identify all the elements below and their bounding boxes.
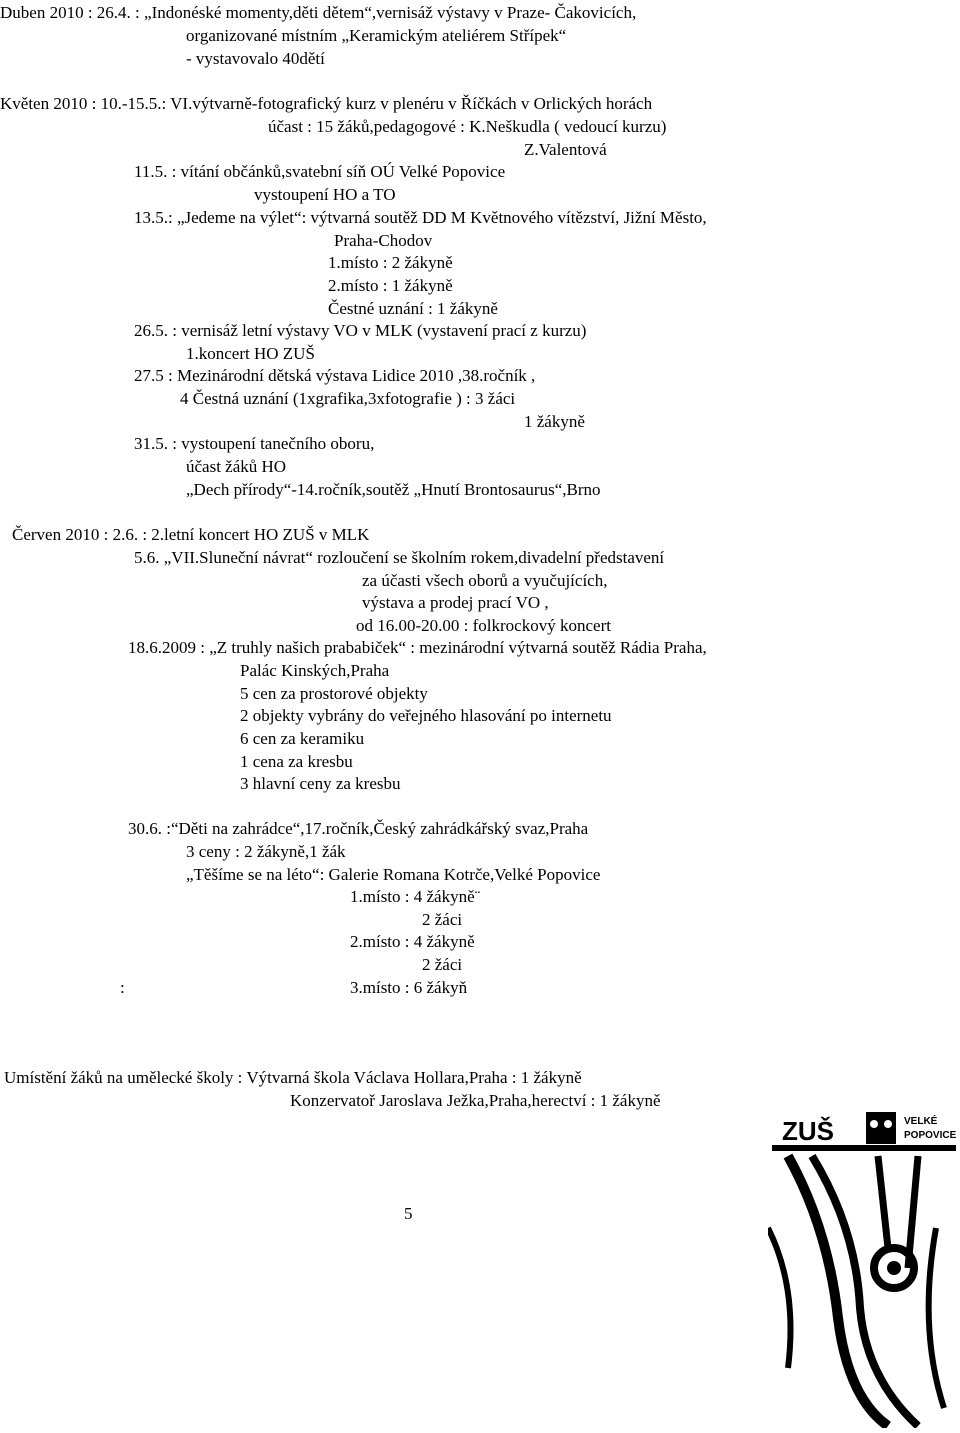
- text-line: 3 ceny : 2 žákyně,1 žák: [186, 842, 346, 861]
- text-line: organizované místním „Keramickým ateliérem Střípek“: [186, 26, 567, 45]
- zus-logo: [768, 1108, 960, 1428]
- text-line: Červen 2010 : 2.6. : 2.letní koncert HO ZUŠ v MLK: [12, 525, 370, 544]
- text-line: 30.6. :“Děti na zahrádce“,17.ročník,Český zahrádkářský svaz,Praha: [128, 819, 589, 838]
- text-line: výstava a prodej prací VO ,: [362, 593, 549, 612]
- text-line: 1 žákyně: [524, 412, 585, 431]
- text-line: - vystavovalo 40dětí: [186, 49, 325, 68]
- text-line: 2 žáci: [422, 955, 463, 974]
- text-line: 18.6.2009 : „Z truhly našich prababiček“ : mezinárodní výtvarná soutěž Rádia Praha,: [128, 638, 707, 657]
- text-line: 3.místo : 6 žákyň: [350, 978, 468, 997]
- text-line: účast : 15 žáků,pedagogové : K.Neškudla ( vedoucí kurzu): [268, 117, 667, 136]
- text-line: 26.5. : vernisáž letní výstavy VO v MLK (vystavení prací z kurzu): [134, 321, 587, 340]
- text-line: 5: [404, 1204, 413, 1223]
- text-line: 5 cen za prostorové objekty: [240, 684, 428, 703]
- text-line: Duben 2010 : 26.4. : „Indonéské momenty,děti dětem“,vernisáž výstavy v Praze- Čakovicích,: [0, 3, 637, 22]
- text-line: 1.koncert HO ZUŠ: [186, 344, 315, 363]
- text-line: 2.místo : 1 žákyně: [328, 276, 453, 295]
- text-line: Praha-Chodov: [334, 231, 433, 250]
- text-line: Čestné uznání : 1 žákyně: [328, 299, 498, 318]
- logo-side-text-1: VELKÉ: [904, 1116, 938, 1127]
- text-line: 3 hlavní ceny za kresbu: [240, 774, 401, 793]
- text-line: 1.místo : 2 žákyně: [328, 253, 453, 272]
- logo-mask-icon: [866, 1112, 896, 1144]
- text-line: účast žáků HO: [186, 457, 287, 476]
- text-line: „Těšíme se na léto“: Galerie Romana Kotrče,Velké Popovice: [186, 865, 601, 884]
- text-line: 11.5. : vítání občánků,svatební síň OÚ Velké Popovice: [134, 162, 506, 181]
- text-line: vystoupení HO a TO: [254, 185, 396, 204]
- text-line: :: [120, 978, 125, 997]
- text-line: 4 Čestná uznání (1xgrafika,3xfotografie ) : 3 žáci: [180, 389, 516, 408]
- logo-side-text-2: POPOVICE: [904, 1130, 957, 1141]
- text-line: 1.místo : 4 žákyně¨: [350, 887, 481, 906]
- text-line: Konzervatoř Jaroslava Ježka,Praha,herectví : 1 žákyně: [290, 1091, 661, 1110]
- logo-main-text: ZUŠ: [782, 1116, 834, 1146]
- text-line: Květen 2010 : 10.-15.5.: VI.výtvarně-fotografický kurz v plenéru v Říčkách v Orlických horách: [0, 94, 653, 113]
- text-line: 13.5.: „Jedeme na výlet“: výtvarná soutěž DD M Květnového vítězství, Jižní Město,: [134, 208, 707, 227]
- text-line: 2.místo : 4 žákyně: [350, 932, 475, 951]
- text-line: „Dech přírody“-14.ročník,soutěž „Hnutí Brontosaurus“,Brno: [186, 480, 601, 499]
- text-line: 5.6. „VII.Sluneční návrat“ rozloučení se školním rokem,divadelní představení: [134, 548, 665, 567]
- text-line: Umístění žáků na umělecké školy : Výtvarná škola Václava Hollara,Praha : 1 žákyně: [4, 1068, 582, 1087]
- text-line: 2 žáci: [422, 910, 463, 929]
- zus-logo-graphic: [768, 1108, 960, 1428]
- text-line: Z.Valentová: [524, 140, 607, 159]
- text-line: 31.5. : vystoupení tanečního oboru,: [134, 434, 375, 453]
- text-line: 27.5 : Mezinárodní dětská výstava Lidice 2010 ,38.ročník ,: [134, 366, 536, 385]
- text-line: 6 cen za keramiku: [240, 729, 365, 748]
- text-line: 1 cena za kresbu: [240, 752, 353, 771]
- text-line: za účasti všech oborů a vyučujících,: [362, 571, 608, 590]
- text-line: Palác Kinských,Praha: [240, 661, 390, 680]
- text-line: 2 objekty vybrány do veřejného hlasování po internetu: [240, 706, 612, 725]
- text-line: od 16.00-20.00 : folkrockový koncert: [356, 616, 611, 635]
